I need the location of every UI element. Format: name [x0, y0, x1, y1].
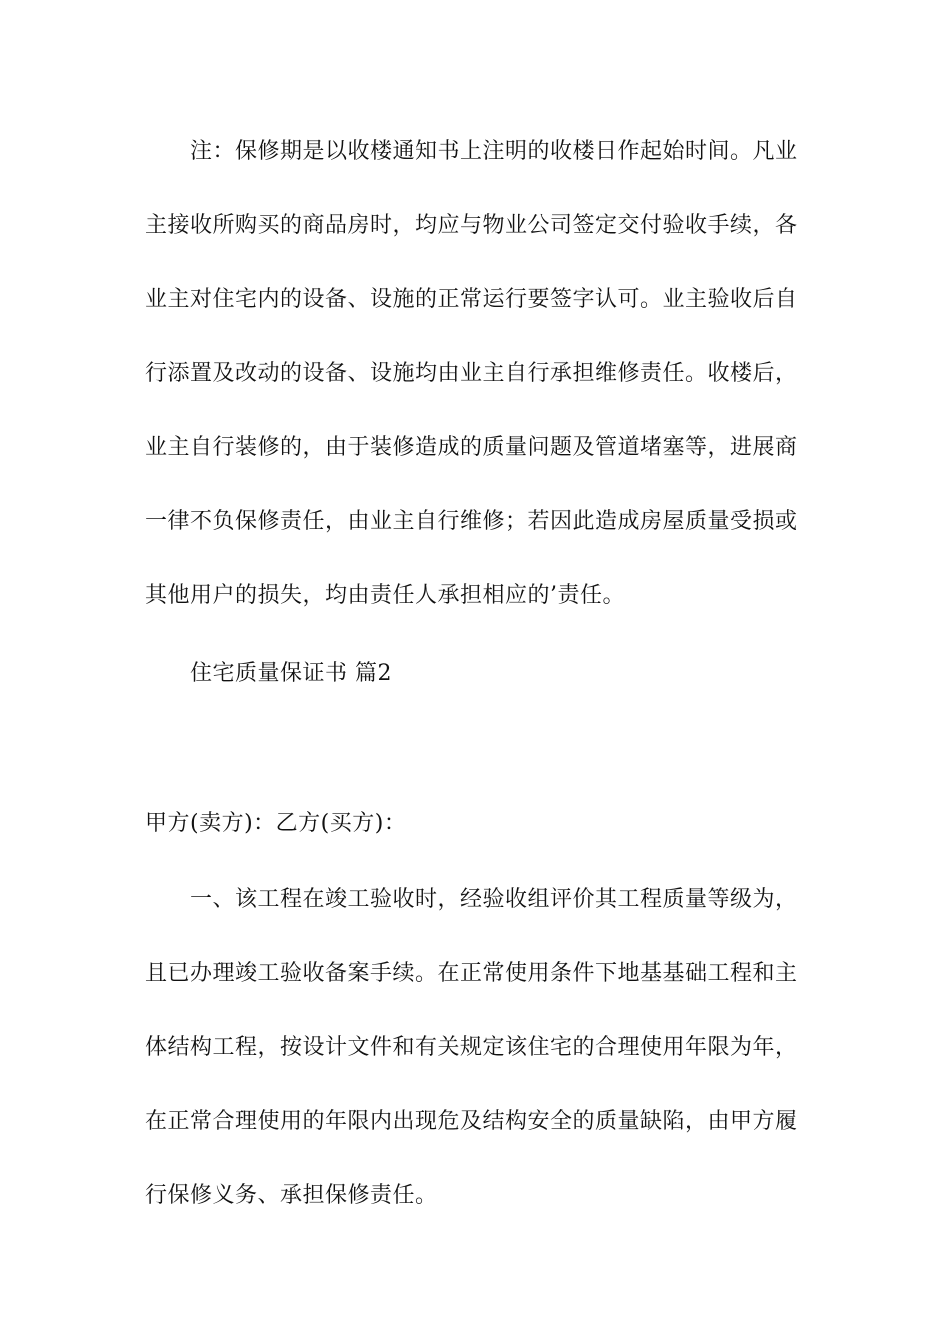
clause-1-line-3: 体结构工程，按设计文件和有关规定该住宅的合理使用年限为年，	[145, 1035, 798, 1060]
paragraph-note-line-5: 业主自行装修的，由于装修造成的质量问题及管道堵塞等，进展商	[145, 435, 798, 460]
clause-1-line-4: 在正常合理使用的年限内出现危及结构安全的质量缺陷，由甲方履	[145, 1109, 798, 1134]
paragraph-note-line-4: 行添置及改动的设备、设施均由业主自行承担维修责任。收楼后，	[145, 361, 798, 386]
clause-1-line-1: 一、该工程在竣工验收时，经验收组评价其工程质量等级为，	[190, 887, 798, 912]
parties-line: 甲方(卖方)：乙方(买方)：	[145, 811, 407, 836]
paragraph-note-line-3: 业主对住宅内的设备、设施的正常运行要签字认可。业主验收后自	[145, 287, 798, 312]
paragraph-note-line-2: 主接收所购买的商品房时，均应与物业公司签定交付验收手续，各	[145, 213, 798, 238]
section-title: 住宅质量保证书 篇2	[190, 661, 392, 686]
clause-1-line-5: 行保修义务、承担保修责任。	[145, 1183, 438, 1208]
paragraph-note-line-7: 其他用户的损失，均由责任人承担相应的’责任。	[145, 583, 625, 608]
paragraph-note-line-6: 一律不负保修责任，由业主自行维修；若因此造成房屋质量受损或	[145, 509, 798, 534]
paragraph-note-line-1: 注：保修期是以收楼通知书上注明的收楼日作起始时间。凡业	[190, 139, 798, 164]
clause-1-line-2: 且已办理竣工验收备案手续。在正常使用条件下地基基础工程和主	[145, 961, 798, 986]
